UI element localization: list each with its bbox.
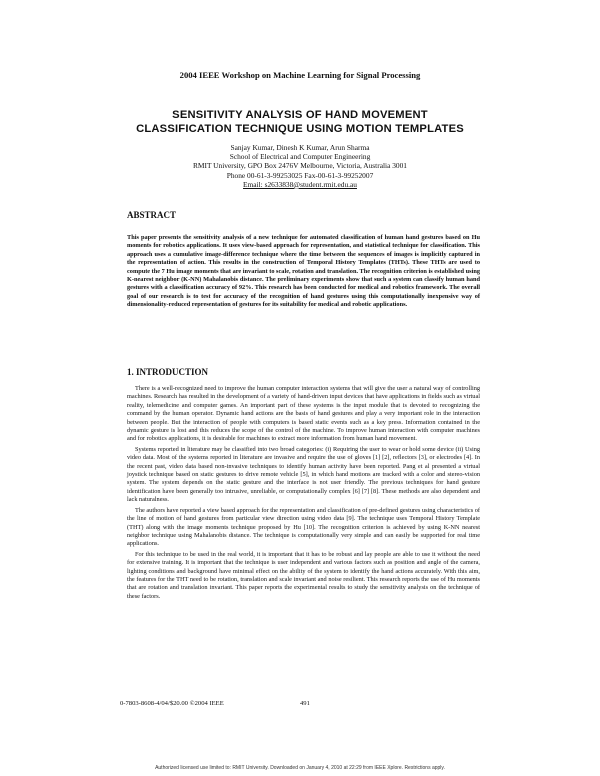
introduction-heading: 1. INTRODUCTION: [127, 367, 209, 377]
author-university: RMIT University, GPO Box 2476V Melbourne, Victoria, Australia 3001: [192, 161, 407, 171]
author-email[interactable]: Email: s2633838@student.rmit.edu.au: [243, 179, 357, 189]
title-line-1: SENSITIVITY ANALYSIS OF HAND MOVEMENT: [172, 109, 428, 121]
page-number: 491: [300, 700, 310, 707]
author-block: [0, 143, 600, 189]
footer-isbn: 0-7803-8608-4/04/$20.00 ©2004 IEEE: [120, 700, 224, 707]
intro-paragraph-1: There is a well-recognized need to improve the human computer interaction systems that will give the user a natural way of controlling machines. Research has resulted in the development of a variety of hand-driven input devices that have applications in fields such as virtual reality, telemedicine and computer games. An important part of these systems is the input module that is devoted to recognizing the command by the human operator. Dynamic hand actions are the basis of hand gestures and play a very important role in the interaction between people. But the interaction of people with computers is based static events such as a key press. Information contained in the dynamic gesture is lost and this reduces the scope of the control of the machine. To improve human interaction with computer machines and for robotics applications, it is desirable for machines to extract more information from human hand movement.: [127, 385, 480, 443]
introduction-body: [127, 385, 480, 601]
abstract-heading: ABSTRACT: [127, 210, 177, 220]
author-school: School of Electrical and Computer Engineering: [229, 152, 371, 162]
title-line-2: CLASSIFICATION TECHNIQUE USING MOTION TEMPLATES: [136, 123, 464, 135]
workshop-header: 2004 IEEE Workshop on Machine Learning for Signal Processing: [179, 70, 421, 80]
author-phone: Phone 00-61-3-99253025 Fax-00-61-3-99252007: [226, 170, 374, 180]
intro-paragraph-3: The authors have reported a view based approach for the representation and classification of pre-defined gestures using characteristics of the line of motion of hand gestures from particular view direction using video data [9]. The technique uses Temporal History Template (THT) along with the image moments technique proposed by Hu [10]. The recognition criterion is achieved by using K-NN nearest neighbor technique using Mahalanobis distance. The technique is computationally very simple and can easily be supported for real time applications.: [127, 506, 480, 548]
intro-paragraph-2: Systems reported in literature may be classified into two broad categories: (i) Requiring the user to wear or hold some device (ii) Using video data. Most of the systems reported in literature are invasive and require the use of gloves [1] [2], reflectors [3], or electrodes [4]. In the recent past, video data based non-invasive techniques to identify human activity have been reported. Pang et al presented a virtual joystick technique based on static gestures to drive remote vehicle [5], in which hand motions are tracked with a color and stereo-vision system. The system depends on the static gesture and the interface is not user friendly. The previous techniques for hand gesture identification have been generally too intrusive, unreliable, or computationally complex [6] [7] [8]. These methods are also dependent and lack naturalness.: [127, 445, 480, 504]
abstract-text: This paper presents the sensitivity analysis of a new technique for automated classification of human hand gestures based on Hu moments for robotics applications. It uses view-based approach for representation, and statistical technique for classification. This approach uses a cumulative image-difference technique where the time between the sequences of images is implicitly captured in the representation of action. This results in the construction of Temporal History Templates (THTs). These THTs are used to compute the 7 Hu image moments that are invariant to scale, rotation and translation. The recognition criterion is established using K-nearest neighbor (K-NN) Mahalanobis distance. The preliminary experiments show that such a system can classify human hand gestures with a classification accuracy of 92%. This research has been conducted for medical and robotics framework. The overall goal of our research is to test for accuracy of the recognition of hand gestures using this computationally inexpensive way of dimensionality-reduced representation of gestures for its suitability for medical and robotic applications.: [127, 234, 480, 309]
paper-title: [0, 108, 600, 136]
license-notice: Authorized licensed use limited to: RMIT University. Downloaded on January 4, 2010 at 22:29 from IEEE Xplore. Restrictions apply.: [155, 765, 445, 771]
author-names: Sanjay Kumar, Dinesh K Kumar, Arun Sharma: [230, 143, 370, 152]
intro-paragraph-4: For this technique to be used in the real world, it is important that it has to be robust and lay people are able to use it without the need for extensive training. It is important that the technique is user independent and various factors such as position and angle of the camera, lighting conditions and background have minimal effect on the ability of the system to identify the hand actions accurately. With this aim, the features for the THT need to be rotation, translation and scale invariant and noise resilient. This research reports the use of Hu moments that are rotation and translation invariant. This paper reports the experimental results to study the sensitivity analysis on the technique of these factors.: [127, 550, 480, 600]
